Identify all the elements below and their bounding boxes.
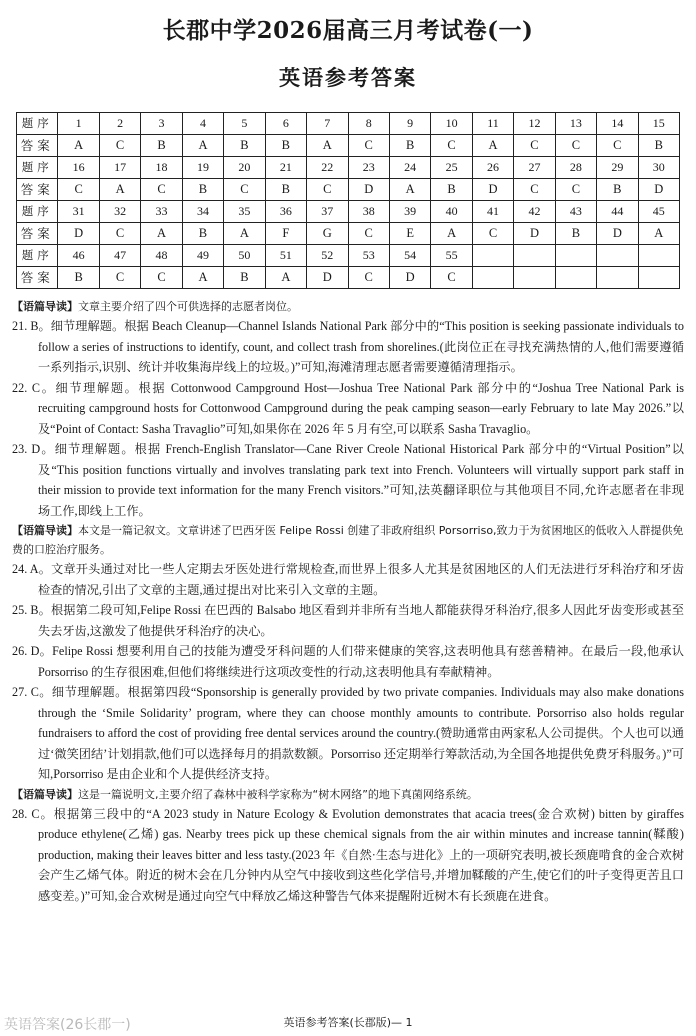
answer-cell: D — [307, 267, 348, 289]
question-number-cell: 4 — [182, 113, 223, 135]
answer-cell — [514, 267, 555, 289]
answer-cell: C — [514, 179, 555, 201]
question-number-cell: 20 — [224, 157, 265, 179]
answer-cell: D — [472, 179, 513, 201]
answer-cell: C — [307, 179, 348, 201]
answer-cell: C — [224, 179, 265, 201]
passage-guide — [12, 785, 684, 804]
answer-row — [17, 267, 680, 289]
question-number-cell: 18 — [141, 157, 182, 179]
question-number-cell: 3 — [141, 113, 182, 135]
question-number-cell: 39 — [389, 201, 430, 223]
question-number-cell: 16 — [58, 157, 99, 179]
answer-cell: C — [514, 135, 555, 157]
question-number-cell: 13 — [555, 113, 596, 135]
answer-cell: B — [597, 179, 638, 201]
answer-cell: C — [58, 179, 99, 201]
question-number-cell: 11 — [472, 113, 513, 135]
question-number-cell: 19 — [182, 157, 223, 179]
answer-cell: A — [389, 179, 430, 201]
answer-table — [16, 112, 680, 289]
guide-text: 这是一篇说明文,主要介绍了森林中被科学家称为“树木网络”的地下真菌网络系统。 — [78, 787, 478, 801]
answer-cell: A — [224, 223, 265, 245]
footer-page-label: 英语参考答案(长郡版)— 1 — [283, 1016, 413, 1029]
question-number-cell: 10 — [431, 113, 472, 135]
answer-row — [17, 223, 680, 245]
question-number-cell: 44 — [597, 201, 638, 223]
question-number-cell — [472, 245, 513, 267]
question-number-cell — [597, 245, 638, 267]
question-number-cell: 53 — [348, 245, 389, 267]
page-subtitle: 英语参考答案 — [279, 66, 417, 90]
question-number-cell: 1 — [58, 113, 99, 135]
row-label-answer: 答案 — [17, 267, 58, 289]
answer-cell: D — [514, 223, 555, 245]
answer-explanation: 21. B。细节理解题。根据 Beach Cleanup—Channel Islands National Park 部分中的“This position is seeking passionate individuals to follow a series of instructions to identify, count, and collect trash from shorelines.(此岗位正在寻找充满热情的人,他们需要遵循一系列指示,识别、统计并收集海岸线上的垃圾。)”可知,海滩清理志愿者需要遵循清理指示。 — [12, 319, 684, 374]
guide-label: 【语篇导读】 — [12, 300, 78, 313]
question-number-cell: 23 — [348, 157, 389, 179]
question-number-cell: 21 — [265, 157, 306, 179]
question-number-cell: 26 — [472, 157, 513, 179]
question-number-cell: 6 — [265, 113, 306, 135]
question-number-cell: 2 — [99, 113, 140, 135]
question-number-cell: 48 — [141, 245, 182, 267]
answer-cell: B — [182, 179, 223, 201]
row-label-question: 题序 — [17, 201, 58, 223]
answer-cell: A — [307, 135, 348, 157]
footer-watermark: 英语答案(26长郡一) — [4, 1017, 131, 1033]
answer-cell: B — [224, 267, 265, 289]
answer-cell: A — [431, 223, 472, 245]
question-number-cell — [555, 245, 596, 267]
row-label-answer: 答案 — [17, 135, 58, 157]
answer-row — [17, 179, 680, 201]
question-number-cell: 55 — [431, 245, 472, 267]
answer-cell: C — [472, 223, 513, 245]
guide-label: 【语篇导读】 — [12, 524, 78, 537]
answer-cell: C — [555, 135, 596, 157]
answer-cell: D — [348, 179, 389, 201]
question-number-cell: 35 — [224, 201, 265, 223]
answer-cell: E — [389, 223, 430, 245]
question-number-cell: 15 — [638, 113, 679, 135]
answer-cell: A — [638, 223, 679, 245]
guide-text: 本文是一篇记叙文。文章讲述了巴西牙医 Felipe Rossi 创建了非政府组织 Porsorriso,致力于为贫困地区的低收入人群提供免费的口腔治疗服务。 — [12, 524, 684, 556]
answer-cell: G — [307, 223, 348, 245]
answer-cell: B — [58, 267, 99, 289]
question-number-cell: 8 — [348, 113, 389, 135]
question-number-cell: 49 — [182, 245, 223, 267]
question-number-cell — [514, 245, 555, 267]
answer-cell: C — [431, 135, 472, 157]
answer-explanation: 26. D。Felipe Rossi 想要利用自己的技能为遭受牙科问题的人们带来健康的笑容,这表明他具有慈善精神。在最后一段,他承认 Porsorriso 的生存很困难,但他们将继续进行这项改变性的行动,这表明他具有奉献精神。 — [12, 644, 684, 679]
row-label-question: 题序 — [17, 245, 58, 267]
row-label-question: 题序 — [17, 113, 58, 135]
question-number-cell: 12 — [514, 113, 555, 135]
answer-cell: B — [265, 179, 306, 201]
question-number-cell: 50 — [224, 245, 265, 267]
page-title: 长郡中学2026届高三月考试卷(一) — [162, 17, 534, 44]
answer-explanation: 28. C。根据第三段中的“A 2023 study in Nature Ecology & Evolution demonstrates that acacia trees(金合欢树) bitten by giraffes produce ethylene(乙烯) gas. Nearby trees pick up these chemical signals from the air within minutes and increase tannin(鞣酸) production, making their leaves bitter and less tasty.(2023 年《自然·生态与进化》上的一项研究表明,被长颈鹿啃食的金合欢树会产生乙烯气体。附近的树木会在几分钟内从空气中接收到这些化学信号,并增加鞣酸的产生,使它们的叶子变得更苦且口感变差。)”可知,金合欢树是通过向空气中释放乙烯这种警告气体来提醒附近树木有长颈鹿在进食。 — [12, 806, 684, 903]
question-number-row — [17, 157, 680, 179]
answer-cell: B — [389, 135, 430, 157]
answer-cell: A — [265, 267, 306, 289]
row-label-answer: 答案 — [17, 223, 58, 245]
question-number-cell: 27 — [514, 157, 555, 179]
question-number-cell: 46 — [58, 245, 99, 267]
answer-cell — [597, 267, 638, 289]
question-number-cell: 22 — [307, 157, 348, 179]
question-number-row — [17, 201, 680, 223]
answer-cell: C — [99, 223, 140, 245]
row-label-answer: 答案 — [17, 179, 58, 201]
answer-cell: B — [431, 179, 472, 201]
question-number-cell — [638, 245, 679, 267]
answer-cell: B — [555, 223, 596, 245]
question-number-cell: 7 — [307, 113, 348, 135]
question-number-cell: 54 — [389, 245, 430, 267]
question-number-cell: 42 — [514, 201, 555, 223]
question-number-cell: 31 — [58, 201, 99, 223]
question-number-cell: 9 — [389, 113, 430, 135]
answer-explanation: 23. D。细节理解题。根据 French-English Translator—Cane River Creole National Historical Park 部分中的“Virtual Position”以及“This position functions virtually and involves translating park text into French. Volunteers will virtually support park staff in their mission to provide text information for the many French visitors.”可知,法英翻译职位与其他项目不同,允许志愿者在非现场工作,即线上工作。 — [12, 442, 684, 518]
answer-cell: C — [555, 179, 596, 201]
answer-cell: B — [638, 135, 679, 157]
question-number-cell: 32 — [99, 201, 140, 223]
answer-cell: D — [638, 179, 679, 201]
passage-guide — [12, 297, 684, 316]
answer-cell: C — [348, 267, 389, 289]
question-number-cell: 25 — [431, 157, 472, 179]
answer-cell: D — [389, 267, 430, 289]
answer-cell — [472, 267, 513, 289]
question-number-row — [17, 113, 680, 135]
answer-cell: B — [224, 135, 265, 157]
question-number-cell: 14 — [597, 113, 638, 135]
answer-explanation: 27. C。细节理解题。根据第四段“Sponsorship is generally provided by two private companies. Individuals may also make donations through the ‘Smile Solidarity’ program, where they can choose monthly amounts to contribute. Porsorriso also holds regular fundraisers to afford the cost of providing free dental services around the country.(赞助通常由两家私人公司提供。个人也可以通过‘微笑团结’计划捐款,他们可以选择每月的捐款数额。Porsorriso 还定期举行筹款活动,为全国各地提供免费牙科服务。)”可知,Porsorriso 是由企业和个人提供经济支持。 — [12, 685, 684, 781]
answer-cell: D — [597, 223, 638, 245]
answer-cell: C — [141, 179, 182, 201]
answer-cell: C — [141, 267, 182, 289]
question-number-cell: 33 — [141, 201, 182, 223]
question-number-cell: 52 — [307, 245, 348, 267]
answer-cell: A — [58, 135, 99, 157]
explanations — [12, 297, 684, 906]
question-number-cell: 5 — [224, 113, 265, 135]
answer-cell: C — [99, 267, 140, 289]
question-number-cell: 51 — [265, 245, 306, 267]
answer-cell — [638, 267, 679, 289]
answer-cell: D — [58, 223, 99, 245]
answer-cell: B — [182, 223, 223, 245]
question-number-cell: 47 — [99, 245, 140, 267]
question-number-cell: 30 — [638, 157, 679, 179]
question-number-cell: 34 — [182, 201, 223, 223]
answer-cell: C — [348, 135, 389, 157]
question-number-cell: 29 — [597, 157, 638, 179]
question-number-cell: 37 — [307, 201, 348, 223]
answer-cell: A — [182, 135, 223, 157]
guide-label: 【语篇导读】 — [12, 787, 78, 801]
answer-cell: C — [431, 267, 472, 289]
answer-explanation: 24. A。文章开头通过对比一些人定期去牙医处进行常规检查,而世界上很多人尤其是贫困地区的人们无法进行牙科治疗和牙齿检查的情况,引出了文章的主题,通过提出对比来引入文章的主题。 — [12, 562, 684, 597]
question-number-cell: 45 — [638, 201, 679, 223]
answer-cell: C — [348, 223, 389, 245]
question-number-cell: 41 — [472, 201, 513, 223]
answer-cell: F — [265, 223, 306, 245]
question-number-cell: 24 — [389, 157, 430, 179]
guide-text: 文章主要介绍了四个可供选择的志愿者岗位。 — [78, 300, 298, 313]
question-number-row — [17, 245, 680, 267]
passage-guide — [12, 521, 684, 559]
question-number-cell: 28 — [555, 157, 596, 179]
question-number-cell: 40 — [431, 201, 472, 223]
answer-cell: B — [141, 135, 182, 157]
answer-cell: A — [141, 223, 182, 245]
answer-cell: A — [99, 179, 140, 201]
row-label-question: 题序 — [17, 157, 58, 179]
question-number-cell: 38 — [348, 201, 389, 223]
question-number-cell: 36 — [265, 201, 306, 223]
answer-explanation: 25. B。根据第二段可知,Felipe Rossi 在巴西的 Balsabo 地区看到并非所有当地人都能获得牙科治疗,很多人因此牙齿变形或甚至失去牙齿,这激发了他提供牙科治疗的决心。 — [12, 603, 684, 638]
question-number-cell: 43 — [555, 201, 596, 223]
answer-cell: C — [99, 135, 140, 157]
answer-cell: B — [265, 135, 306, 157]
answer-row — [17, 135, 680, 157]
answer-cell — [555, 267, 596, 289]
answer-cell: C — [597, 135, 638, 157]
answer-cell: A — [472, 135, 513, 157]
answer-explanation: 22. C。细节理解题。根据 Cottonwood Campground Host—Joshua Tree National Park 部分中的“Joshua Tree National Park is recruiting campground hosts for Cottonwood Campground during the peak camping season—early February to late May 2026.”以及“Point of Contact: Sasha Travaglio”可知,如果你在 2026 年 5 月有空,可以联系 Sasha Travaglio。 — [12, 380, 684, 436]
answer-cell: A — [182, 267, 223, 289]
question-number-cell: 17 — [99, 157, 140, 179]
